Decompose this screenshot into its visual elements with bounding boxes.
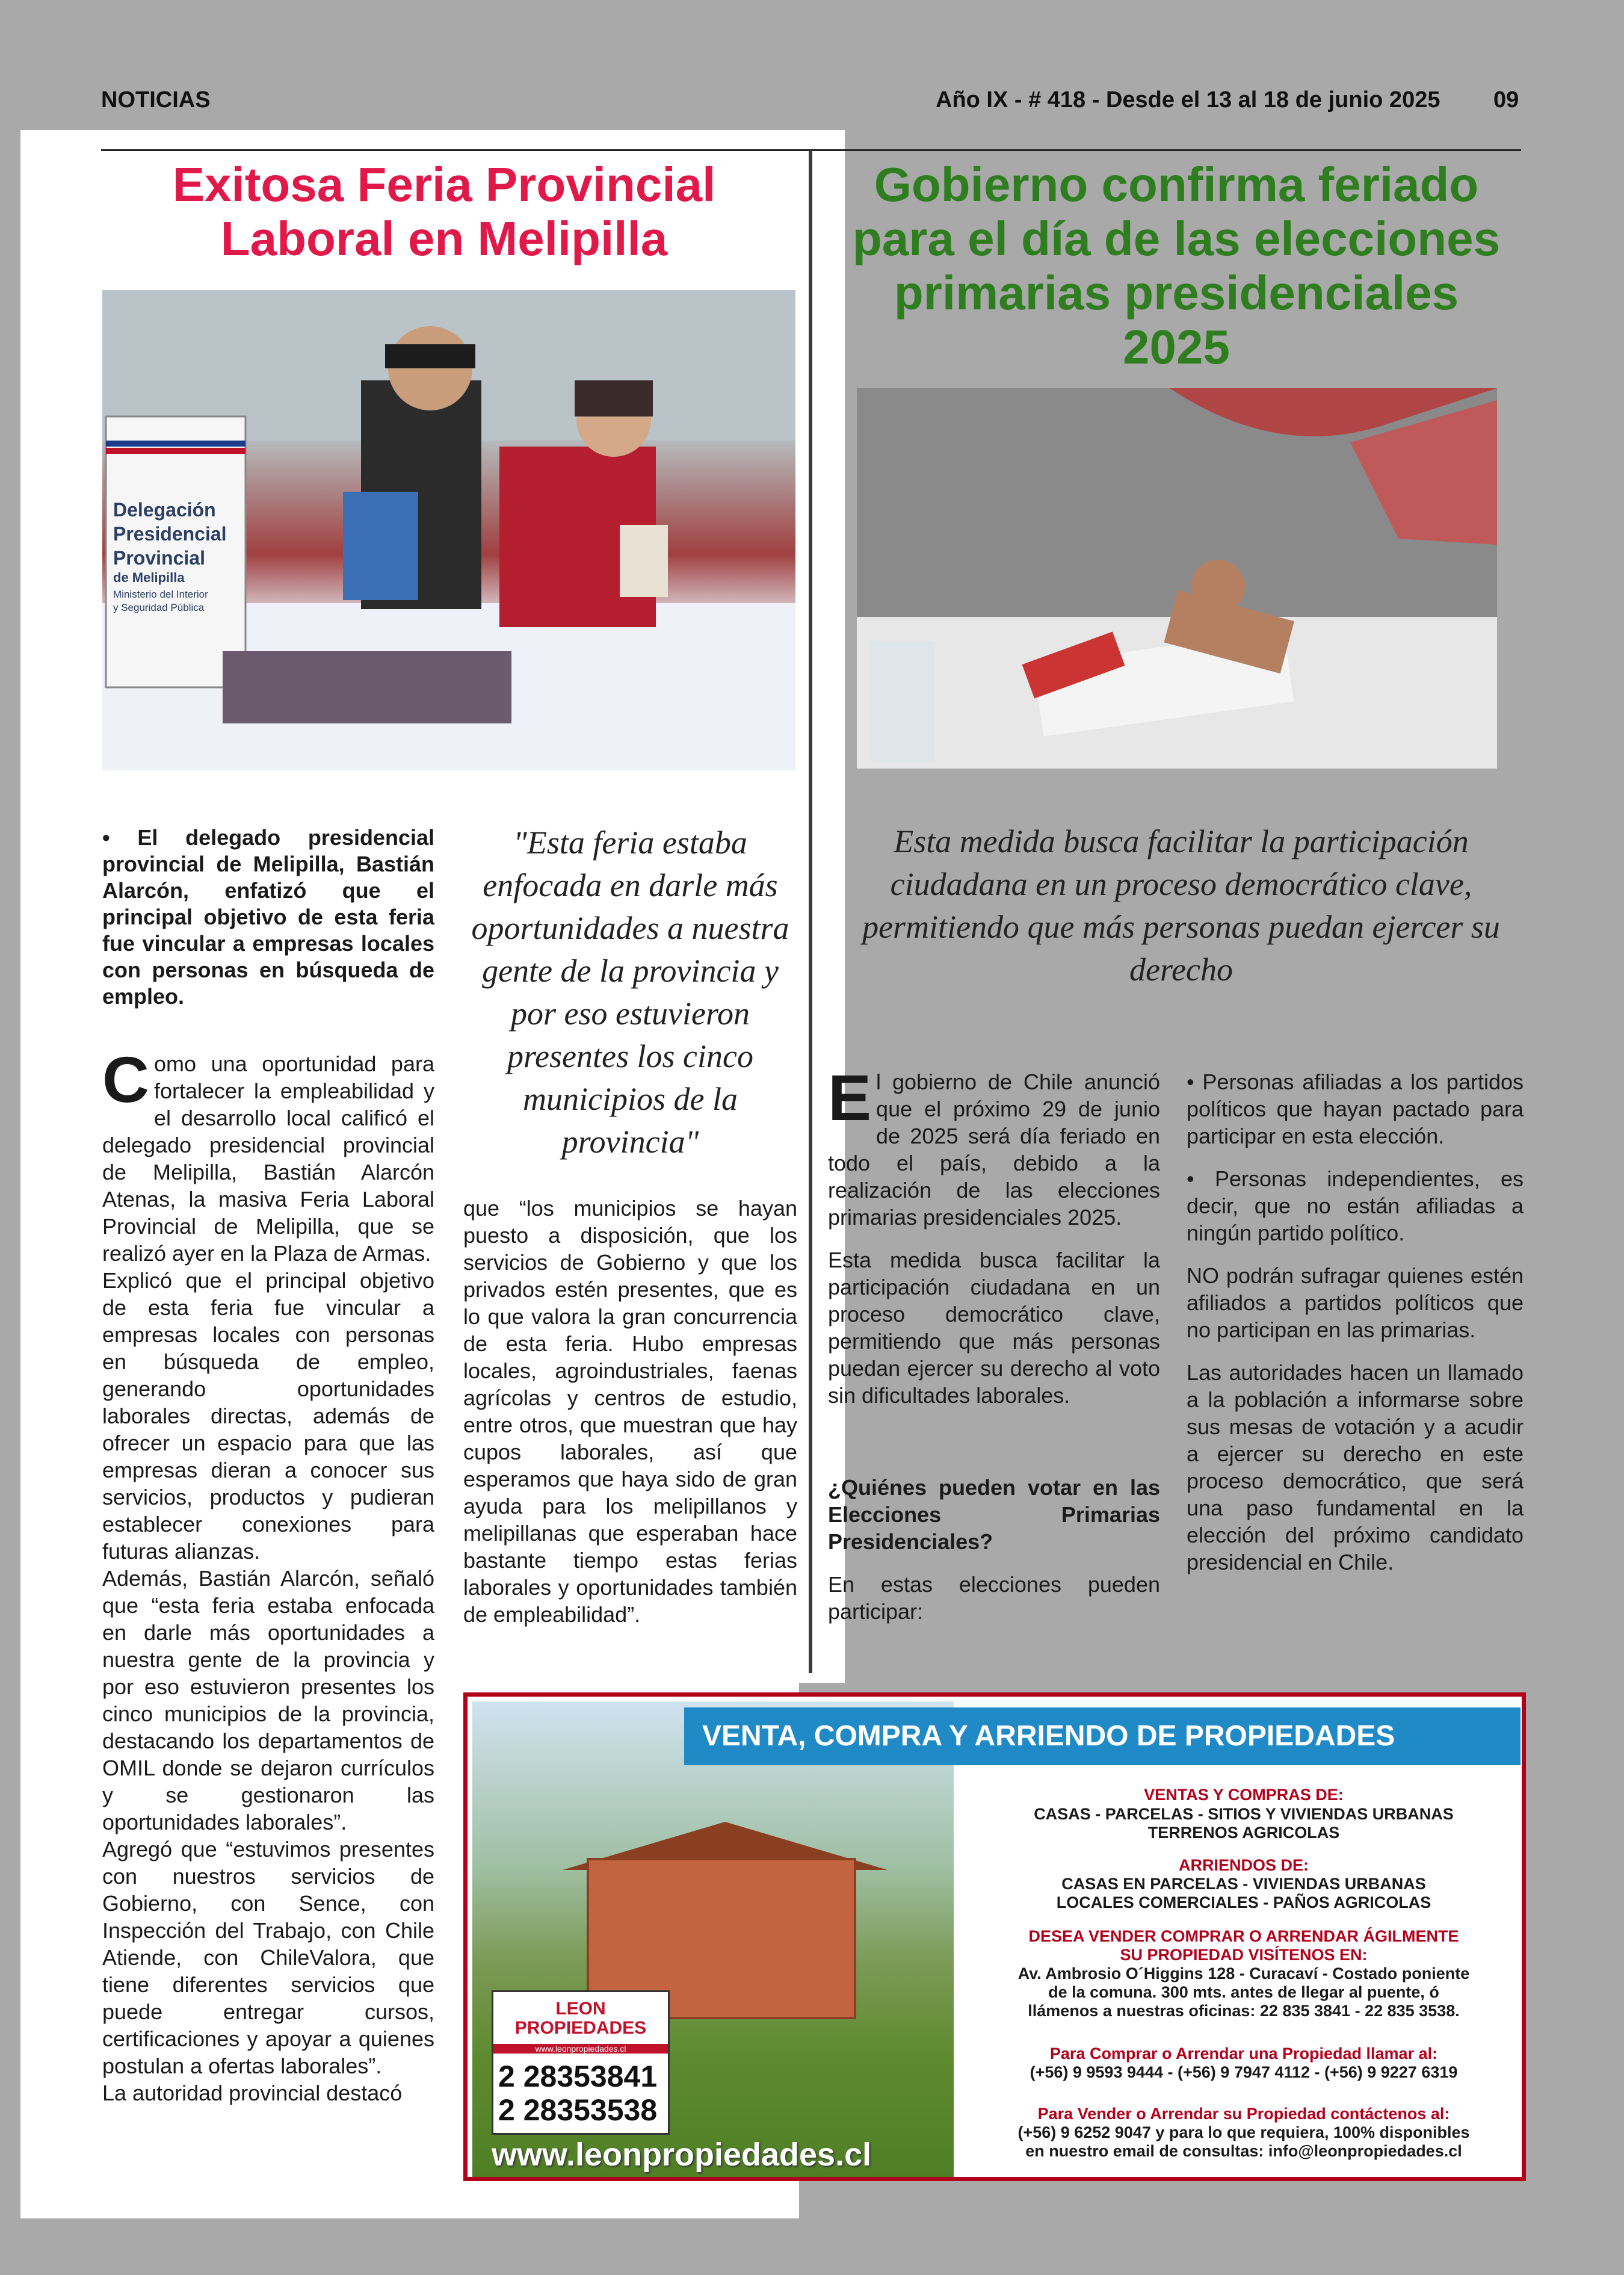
body-paragraph: • Personas afiliadas a los partidos políticos que hayan pactado para participar en esta elección. [1187, 1069, 1524, 1148]
ad-line: CASAS - PARCELAS - SITIOS Y VIVIENDAS URBANAS [1034, 1805, 1454, 1823]
section-label: NOTICIAS [101, 87, 211, 113]
body-paragraph: NO podrán sufragar quienes estén afiliados a partidos políticos que no participan en las primarias. [1187, 1263, 1524, 1342]
ad-heading: Para Vender o Arrendar su Propiedad contáctenos al: [1037, 2105, 1450, 2123]
ballots-photo-art [857, 388, 1497, 769]
body-paragraph: Agregó que “estuvimos presentes con nuestros servicios de Gobierno, con Sence, con Inspección del Trabajo, con Chile Atiende, con ChileValora, que tiene diferentes servicios que puede entregar cursos, certificaciones y apoyar a quienes postulan a ofertas laborales”. [102, 1837, 434, 2078]
logo-name: LEON PROPIEDADES [514, 1999, 647, 2038]
real-estate-ad [463, 1692, 1526, 2181]
voters-subhead: ¿Quiénes pueden votar en las Elecciones Primarias Presidenciales? [828, 1475, 1160, 1554]
feriado-body-col2 [1187, 1068, 1524, 1591]
ad-line: de la comuna. 300 mts. antes de llegar al puente, ó [1048, 1983, 1439, 2001]
ad-line: LOCALES COMERCIALES - PAÑOS AGRICOLAS [1056, 1893, 1431, 1911]
page-number: 09 [1493, 87, 1519, 113]
drop-cap: C [102, 1043, 149, 1116]
column-divider [809, 150, 812, 1673]
drop-cap: E [828, 1061, 872, 1134]
body-paragraph: La autoridad provincial destacó [102, 2081, 403, 2105]
ad-line: (+56) 9 9593 9444 - (+56) 9 7947 4112 - (+56) 9 9227 6319 [1030, 2063, 1458, 2081]
body-paragraph: • Personas independientes, es decir, que no están afiliadas a ningún partido político. [1187, 1166, 1524, 1245]
ad-heading: VENTAS Y COMPRAS DE: [1144, 1786, 1344, 1804]
ad-line: CASAS EN PARCELAS - VIVIENDAS URBANAS [1061, 1875, 1426, 1893]
ad-line: Av. Ambrosio O´Higgins 128 - Curacaví - Costado poniente [1017, 1964, 1470, 1982]
ad-website: www.leonpropiedades.cl [492, 2137, 872, 2173]
headline-feriado: Gobierno confirma feriado para el día de las elecciones primarias presidenciales 2025 [852, 158, 1501, 374]
ad-heading: Para Comprar o Arrendar una Propiedad llamar al: [1049, 2044, 1438, 2063]
sign-text [113, 498, 245, 614]
headline-feria: Exitosa Feria Provincial Laboral en Melipilla [172, 158, 716, 265]
feria-body-left [102, 1043, 434, 2106]
sign-line: y Seguridad Pública [113, 602, 205, 613]
body-paragraph: Las autoridades hacen un llamado a la población a informarse sobre sus mesas de votación y a acudir a ejercer su derecho en este proceso democrático, que será una paso fundamental en la elección del próximo candidato presidencial en Chile. [1187, 1360, 1524, 1574]
body-paragraph: En estas elecciones pueden participar: [828, 1572, 1160, 1624]
issue-info: Año IX - # 418 - Desde el 13 al 18 de junio 2025 [936, 87, 1440, 113]
sign-line: de Melipilla [113, 570, 185, 585]
sign-line: Presidencial [113, 523, 227, 545]
sign-line: Delegación [113, 499, 216, 521]
ad-heading: ARRIENDOS DE: [1178, 1856, 1309, 1874]
sign-line: Ministerio del Interior [113, 589, 208, 600]
ballots-photo [857, 388, 1497, 769]
body-paragraph: Además, Bastián Alarcón, señaló que “esta feria estaba enfocada en darle más oportunidades a nuestra gente de la provincia y por eso estuvieron presentes los cinco municipios de la provincia, destacando los departamentos de OMIL donde se dejaron currículos y se gestionaron las oportunidades laborales”. [102, 1566, 434, 1834]
sign-line: Provincial [113, 547, 205, 569]
feria-photo [102, 290, 795, 770]
body-paragraph: omo una oportunidad para fortalecer la empleabilidad y el desarrollo local calificó el delegado presidencial provincial de Melipilla, Bastián Alarcón Atenas, la masiva Feria Laboral Provincial de Melipilla, que se realizó ayer en la Plaza de Armas. [102, 1051, 434, 1266]
ad-phone: 2 28353538 [498, 2093, 658, 2127]
ad-heading: SU PROPIEDAD VISÍTENOS EN: [1120, 1946, 1368, 1964]
ad-phone: 2 28353841 [498, 2060, 658, 2093]
ad-line: TERRENOS AGRICOLAS [1147, 1824, 1340, 1842]
logo-url: www.leonpropiedades.cl [493, 2044, 668, 2054]
feriado-body-col1 [828, 1061, 1160, 1641]
feria-body-middle: que “los municipios se hayan puesto a disposición, que los servicios de Gobierno y que los privados estén presentes, que es lo que valora la gran concurrencia de esta feria. Hubo empresas locales, agroindustriales, faenas agrícolas y centros de estudio, entre otros, que muestran que hay cupos laborales, así que esperamos que haya sido de gran ayuda para los melipillanos y melipillanas que esperaban hace bastante tiempo estas ferias laborales y oportunidades también de empleabilidad”. [463, 1196, 797, 1627]
body-paragraph: Explicó que el principal objetivo de esta feria fue vincular a empresas locales con personas en búsqueda de empleo, generando oportunidades laborales directas, además de ofrecer un espacio para que las empresas dieran a conocer sus servicios, productos y pudieran establecer conexiones para futuras alianzas. [102, 1268, 434, 1564]
ad-banner-text: VENTA, COMPRA Y ARRIENDO DE PROPIEDADES [702, 1720, 1395, 1752]
ad-heading: DESEA VENDER COMPRAR O ARRENDAR ÁGILMENTE [1028, 1927, 1459, 1945]
pull-quote-feria: "Esta feria estaba enfocada en darle más oportunidades a nuestra gente de la provincia y por eso estuvieron presentes los cinco municipios de la provincia" [471, 825, 789, 1160]
ad-line: en nuestro email de consultas: info@leonpropiedades.cl [1025, 2142, 1462, 2160]
lead-bullet: • El delegado presidencial provincial de Melipilla, Bastián Alarcón, enfatizó que el principal objetivo de esta feria fue vincular a empresas locales con personas en búsqueda de empleo. [102, 825, 434, 1009]
ad-logo-box [492, 1990, 670, 2135]
body-paragraph: Esta medida busca facilitar la participación ciudadana en un proceso democrático clave, permitiendo que más personas puedan ejercer su derecho al voto sin dificultades laborales. [828, 1248, 1160, 1408]
body-paragraph: l gobierno de Chile anunció que el próximo 29 de junio de 2025 será día feriado en todo el país, debido a la realización de las elecciones primarias presidenciales 2025. [828, 1069, 1160, 1230]
ad-line: (+56) 9 6252 9047 y para lo que requiera, 100% disponibles [1017, 2123, 1470, 2141]
pull-quote-feriado: Esta medida busca facilitar la participación ciudadana en un proceso democrático clave, permitiendo que más personas puedan ejercer su derecho [862, 823, 1500, 988]
ad-line: llámenos a nuestras oficinas: 22 835 3841 - 22 835 3538. [1028, 2002, 1460, 2020]
